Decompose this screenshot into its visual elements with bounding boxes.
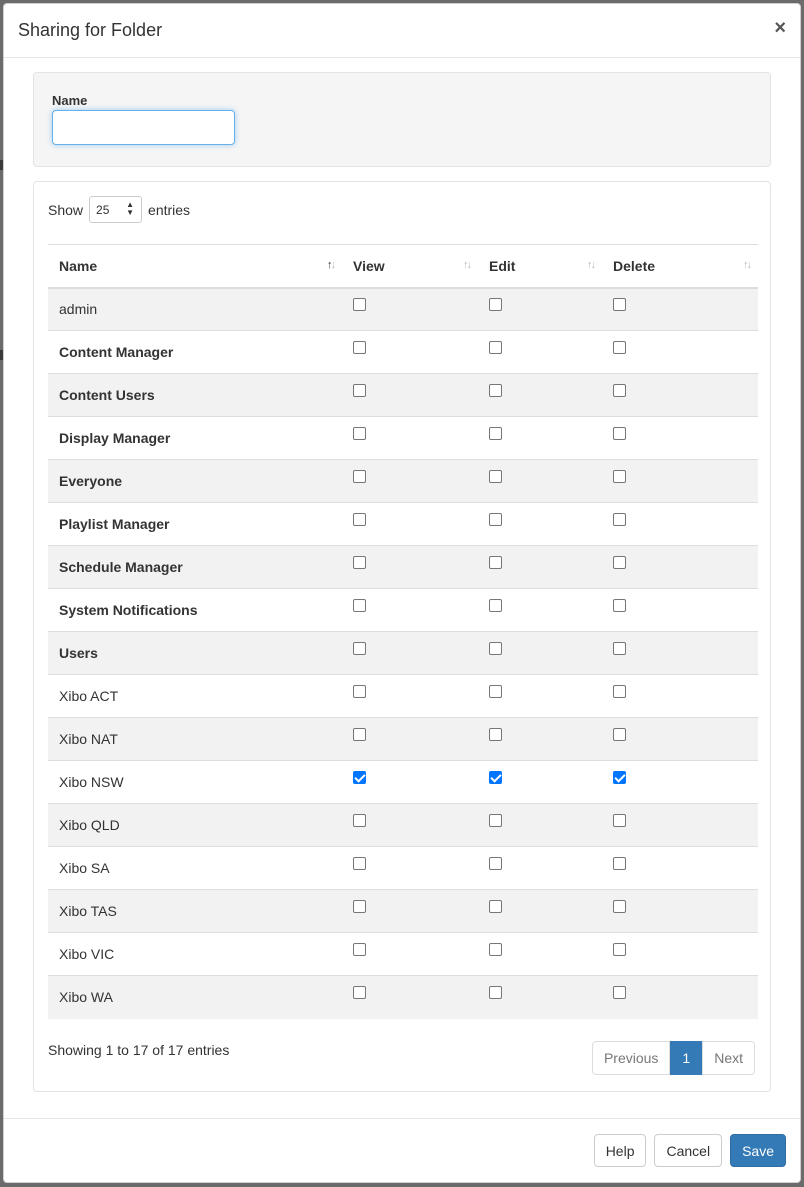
view-checkbox[interactable] [353,513,366,526]
previous-page-button[interactable]: Previous [592,1041,670,1075]
row-name: Xibo VIC [48,933,342,976]
view-checkbox[interactable] [353,556,366,569]
row-name: admin [48,288,342,331]
cell-edit [478,503,602,546]
delete-checkbox[interactable] [613,470,626,483]
column-header-name[interactable]: Name ↑↓ [59,257,334,274]
cell-view [342,460,478,503]
delete-checkbox[interactable] [613,384,626,397]
cell-view [342,632,478,675]
delete-checkbox[interactable] [613,298,626,311]
row-name: Xibo TAS [48,890,342,933]
edit-checkbox[interactable] [489,685,502,698]
cell-view [342,546,478,589]
view-checkbox[interactable] [353,685,366,698]
pagination [592,1041,755,1075]
row-name: Xibo WA [48,976,342,1019]
cell-view [342,288,478,331]
cell-edit [478,890,602,933]
cell-view [342,761,478,804]
cell-view [342,933,478,976]
table-row [48,804,758,847]
cell-edit [478,288,602,331]
delete-checkbox[interactable] [613,427,626,440]
cell-delete [602,804,758,847]
entries-label: entries [148,201,191,218]
cell-view [342,417,478,460]
cell-delete [602,288,758,331]
page-1-button[interactable]: 1 [670,1041,702,1075]
permissions-table [48,244,758,1019]
cell-edit [478,804,602,847]
row-name: Xibo QLD [48,804,342,847]
edit-checkbox[interactable] [489,298,502,311]
edit-checkbox[interactable] [489,900,502,913]
row-name: Schedule Manager [48,546,342,589]
cell-edit [478,718,602,761]
edit-checkbox[interactable] [489,728,502,741]
page-length-select[interactable] [89,196,142,223]
view-checkbox[interactable] [353,728,366,741]
cell-edit [478,374,602,417]
view-checkbox[interactable] [353,986,366,999]
cell-edit [478,632,602,675]
column-header-edit[interactable]: Edit ↑↓ [489,257,594,274]
cell-view [342,847,478,890]
delete-checkbox[interactable] [613,814,626,827]
view-checkbox[interactable] [353,900,366,913]
table-row [48,417,758,460]
table-row [48,933,758,976]
table-row [48,976,758,1019]
table-row [48,632,758,675]
view-checkbox[interactable] [353,470,366,483]
cell-edit [478,675,602,718]
edit-checkbox[interactable] [489,384,502,397]
delete-checkbox[interactable] [613,771,626,784]
cell-delete [602,761,758,804]
delete-checkbox[interactable] [613,986,626,999]
dialog-body [4,58,800,1092]
view-checkbox[interactable] [353,599,366,612]
edit-checkbox[interactable] [489,470,502,483]
edit-checkbox[interactable] [489,943,502,956]
view-checkbox[interactable] [353,857,366,870]
table-row [48,718,758,761]
dialog-title: Sharing for Folder [18,20,163,40]
cell-view [342,890,478,933]
table-row [48,589,758,632]
cell-view [342,718,478,761]
delete-checkbox[interactable] [613,685,626,698]
sort-icon: ↑↓ [743,259,750,271]
cell-view [342,589,478,632]
row-name: Everyone [48,460,342,503]
row-name: Display Manager [48,417,342,460]
filter-panel [33,72,771,167]
sort-icon: ↑↓ [587,259,594,271]
table-row [48,847,758,890]
delete-checkbox[interactable] [613,943,626,956]
cell-edit [478,847,602,890]
delete-checkbox[interactable] [613,728,626,741]
view-checkbox[interactable] [353,642,366,655]
row-name: Content Users [48,374,342,417]
dialog-header [4,4,800,58]
edit-checkbox[interactable] [489,771,502,784]
cell-edit [478,933,602,976]
next-page-button[interactable]: Next [702,1041,755,1075]
cell-view [342,374,478,417]
delete-checkbox[interactable] [613,556,626,569]
cell-view [342,675,478,718]
column-header-view[interactable]: View ↑↓ [353,257,470,274]
table-row [48,890,758,933]
table-row [48,546,758,589]
view-checkbox[interactable] [353,943,366,956]
row-name: System Notifications [48,589,342,632]
save-button[interactable]: Save [730,1134,786,1167]
cell-edit [478,589,602,632]
cell-view [342,976,478,1019]
edit-checkbox[interactable] [489,599,502,612]
row-name: Xibo NSW [48,761,342,804]
view-checkbox[interactable] [353,384,366,397]
view-checkbox[interactable] [353,341,366,354]
cell-delete [602,632,758,675]
row-name: Xibo NAT [48,718,342,761]
cell-delete [602,331,758,374]
row-name: Content Manager [48,331,342,374]
edit-checkbox[interactable] [489,814,502,827]
table-row [48,288,758,331]
table-row [48,331,758,374]
sharing-dialog [3,3,801,1183]
edit-checkbox[interactable] [489,513,502,526]
show-label: Show [48,201,84,218]
cell-delete [602,460,758,503]
row-name: Users [48,632,342,675]
cell-view [342,331,478,374]
edit-checkbox[interactable] [489,642,502,655]
cell-edit [478,761,602,804]
permissions-table-panel [33,181,771,1092]
cell-delete [602,374,758,417]
row-name: Xibo SA [48,847,342,890]
view-checkbox[interactable] [353,771,366,784]
cell-view [342,503,478,546]
cell-delete [602,675,758,718]
delete-checkbox[interactable] [613,857,626,870]
table-info: Showing 1 to 17 of 17 entries [48,1042,230,1058]
page-length-value: 25 [96,202,110,217]
cell-delete [602,589,758,632]
cancel-button[interactable]: Cancel [654,1134,722,1167]
cell-edit [478,460,602,503]
name-filter-label: Name [52,93,88,108]
table-row [48,761,758,804]
delete-checkbox[interactable] [613,341,626,354]
cell-delete [602,503,758,546]
cell-delete [602,546,758,589]
cell-edit [478,546,602,589]
edit-checkbox[interactable] [489,857,502,870]
sort-asc-icon: ↑↓ [327,259,334,271]
cell-view [342,804,478,847]
cell-edit [478,331,602,374]
view-checkbox[interactable] [353,814,366,827]
dialog-footer [4,1118,800,1182]
table-row [48,374,758,417]
table-row [48,460,758,503]
name-filter-input[interactable] [52,110,235,145]
delete-checkbox[interactable] [613,599,626,612]
delete-checkbox[interactable] [613,513,626,526]
edit-checkbox[interactable] [489,427,502,440]
delete-checkbox[interactable] [613,642,626,655]
cell-edit [478,976,602,1019]
help-button[interactable]: Help [594,1134,647,1167]
select-arrows-icon: ▲ ▼ [126,200,135,217]
cell-delete [602,417,758,460]
row-name: Xibo ACT [48,675,342,718]
page-length-control [48,196,756,223]
cell-delete [602,847,758,890]
cell-edit [478,417,602,460]
close-button[interactable]: × [774,17,786,39]
cell-delete [602,933,758,976]
table-header-row [48,245,758,288]
row-name: Playlist Manager [48,503,342,546]
delete-checkbox[interactable] [613,900,626,913]
table-row [48,503,758,546]
cell-delete [602,976,758,1019]
cell-delete [602,890,758,933]
column-header-delete[interactable]: Delete ↑↓ [613,257,750,274]
edit-checkbox[interactable] [489,986,502,999]
view-checkbox[interactable] [353,298,366,311]
table-body [48,288,758,1019]
edit-checkbox[interactable] [489,556,502,569]
table-row [48,675,758,718]
sort-icon: ↑↓ [463,259,470,271]
cell-delete [602,718,758,761]
edit-checkbox[interactable] [489,341,502,354]
view-checkbox[interactable] [353,427,366,440]
